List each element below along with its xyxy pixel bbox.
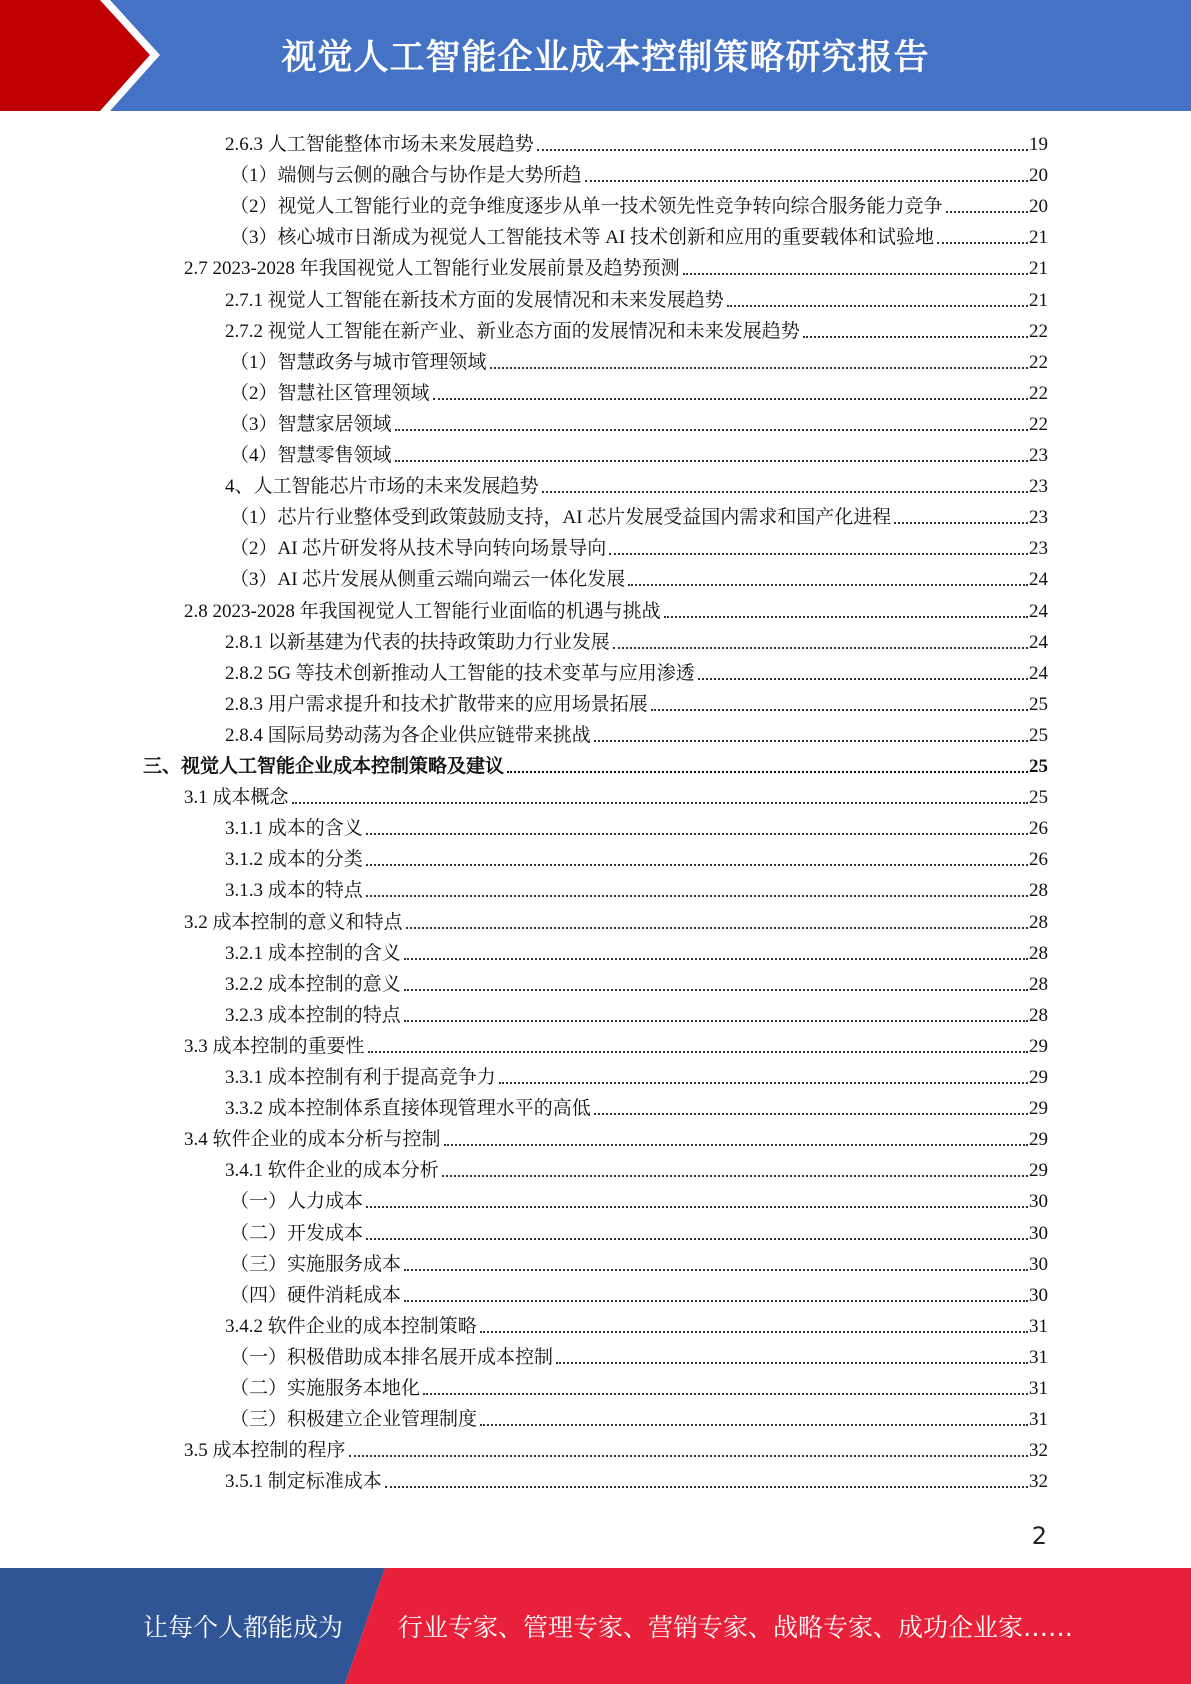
toc-entry-page: 29 <box>1029 1035 1048 1057</box>
toc-entry[interactable] <box>225 936 1048 967</box>
toc-dot-leader <box>542 491 1028 493</box>
toc-entry-label: 3.3.1 成本控制有利于提高竞争力 <box>225 1067 496 1088</box>
toc-entry-label: 3.2.3 成本控制的特点 <box>225 1004 401 1026</box>
toc-entry-page: 31 <box>1029 1409 1048 1431</box>
toc-dot-leader <box>628 584 1028 586</box>
toc-dot-leader <box>803 336 1028 338</box>
toc-entry[interactable] <box>230 562 1048 593</box>
toc-entry[interactable] <box>230 189 1048 220</box>
toc-entry-label: 2.8.4 国际局势动荡为各企业供应链带来挑战 <box>225 724 591 746</box>
toc-dot-leader <box>894 522 1028 524</box>
toc-entry-label: （4）智慧零售领域 <box>230 445 392 466</box>
toc-entry[interactable] <box>230 438 1048 469</box>
toc-entry-label: （三）实施服务成本 <box>230 1253 402 1275</box>
toc-dot-leader <box>385 1486 1028 1488</box>
toc-entry-label: 2.8.2 5G 等技术创新推动人工智能的技术变革与应用渗透 <box>225 662 695 684</box>
toc-entry-label: 2.7.1 视觉人工智能在新技术方面的发展情况和未来发展趋势 <box>225 289 724 311</box>
toc-entry-label: 3.2.2 成本控制的意义 <box>225 973 401 995</box>
toc-entry-page: 22 <box>1029 413 1048 435</box>
toc-entry[interactable] <box>230 500 1048 531</box>
toc-dot-leader <box>366 833 1028 835</box>
toc-dot-leader <box>404 958 1028 960</box>
toc-entry-page: 28 <box>1029 880 1048 902</box>
toc-entry[interactable] <box>184 594 1048 625</box>
toc-entry-page: 23 <box>1029 476 1048 498</box>
toc-entry-page: 32 <box>1029 1440 1048 1462</box>
toc-entry-page: 29 <box>1029 1098 1048 1120</box>
toc-entry-label: 3.4.1 软件企业的成本分析 <box>225 1160 439 1182</box>
toc-entry-label: 2.6.3 人工智能整体市场未来发展趋势 <box>225 134 534 155</box>
toc-entry-page: 28 <box>1029 1004 1048 1026</box>
toc-entry-page: 24 <box>1029 631 1048 653</box>
toc-dot-leader <box>404 1020 1028 1022</box>
toc-dot-leader <box>585 180 1028 182</box>
toc-entry[interactable] <box>225 873 1048 904</box>
toc-entry-label: 3.1.1 成本的含义 <box>225 818 363 840</box>
toc-entry-label: （四）硬件消耗成本 <box>230 1284 402 1306</box>
toc-entry-label: 2.8.1 以新基建为代表的扶持政策助力行业发展 <box>225 631 610 653</box>
toc-entry-page: 24 <box>1029 662 1048 684</box>
toc-dot-leader <box>423 1393 1028 1395</box>
toc-entry-label: （三）积极建立企业管理制度 <box>230 1409 478 1431</box>
toc-entry-label: （1）芯片行业整体受到政策鼓励支持，AI 芯片发展受益国内需求和国产化进程 <box>230 507 892 529</box>
toc-dot-leader <box>664 616 1028 618</box>
toc-entry[interactable] <box>225 314 1048 345</box>
toc-dot-leader <box>442 1175 1028 1177</box>
toc-entry-page: 29 <box>1029 1067 1048 1088</box>
toc-entry-page: 25 <box>1029 756 1048 777</box>
toc-dot-leader <box>368 1051 1028 1053</box>
toc-entry-label: 3.1 成本概念 <box>184 787 289 809</box>
report-title: 视觉人工智能企业成本控制策略研究报告 <box>281 38 930 78</box>
toc-entry-label: （2）视觉人工智能行业的竞争维度逐步从单一技术领先性竞争转向综合服务能力竞争 <box>230 196 943 218</box>
toc-dot-leader <box>433 398 1028 400</box>
toc-entry-page: 19 <box>1029 134 1048 155</box>
toc-entry-page: 21 <box>1029 289 1048 311</box>
toc-entry-page: 23 <box>1029 538 1048 560</box>
toc-entry[interactable] <box>184 251 1048 282</box>
toc-dot-leader <box>480 1424 1028 1426</box>
toc-entry-label: 3.3.2 成本控制体系直接体现管理水平的高低 <box>225 1098 591 1120</box>
toc-entry-page: 30 <box>1029 1191 1048 1213</box>
toc-entry-page: 22 <box>1029 382 1048 404</box>
toc-entry-label: 4、人工智能芯片市场的未来发展趋势 <box>225 476 539 498</box>
toc-entry[interactable] <box>225 1091 1048 1122</box>
toc-dot-leader <box>292 802 1028 804</box>
toc-entry-page: 26 <box>1029 849 1048 871</box>
toc-entry[interactable] <box>184 1122 1048 1153</box>
toc-entry[interactable] <box>230 531 1048 562</box>
toc-dot-leader <box>594 1113 1028 1115</box>
toc-entry-label: （2）智慧社区管理领域 <box>230 382 430 404</box>
toc-dot-leader <box>556 1362 1028 1364</box>
toc-entry-page: 32 <box>1029 1471 1048 1493</box>
toc-entry-label: （3）智慧家居领域 <box>230 413 392 435</box>
toc-entry-page: 24 <box>1029 569 1048 591</box>
toc-dot-leader <box>395 429 1028 431</box>
toc-dot-leader <box>349 1455 1028 1457</box>
toc-entry[interactable] <box>230 220 1048 251</box>
toc-entry[interactable] <box>225 469 1048 500</box>
toc-dot-leader <box>444 1144 1028 1146</box>
toc-entry-page: 20 <box>1029 165 1048 187</box>
toc-entry-page: 31 <box>1029 1315 1048 1337</box>
toc-entry[interactable] <box>230 407 1048 438</box>
toc-entry-label: 2.7 2023-2028 年我国视觉人工智能行业发展前景及趋势预测 <box>184 258 680 280</box>
toc-entry-page: 26 <box>1029 818 1048 840</box>
toc-entry[interactable] <box>225 283 1048 314</box>
toc-entry-label: （1）智慧政务与城市管理领域 <box>230 351 487 373</box>
report-header <box>0 0 1191 111</box>
toc-entry-page: 31 <box>1029 1346 1048 1368</box>
toc-dot-leader <box>366 864 1028 866</box>
toc-entry-label: 3.4 软件企业的成本分析与控制 <box>184 1129 441 1151</box>
toc-dot-leader <box>499 1082 1028 1084</box>
toc-entry-label: （二）开发成本 <box>230 1222 364 1244</box>
toc-entry[interactable] <box>230 345 1048 376</box>
toc-entry-page: 23 <box>1029 445 1048 466</box>
toc-entry[interactable] <box>230 1184 1048 1215</box>
toc-entry-label: （一）积极借助成本排名展开成本控制 <box>230 1346 554 1368</box>
toc-entry[interactable] <box>225 842 1048 873</box>
toc-entry-label: 3.5.1 制定标准成本 <box>225 1471 382 1493</box>
toc-entry-label: 3.2.1 成本控制的含义 <box>225 942 401 964</box>
toc-entry[interactable] <box>230 1247 1048 1278</box>
toc-dot-leader <box>366 1238 1028 1240</box>
toc-entry-label: （二）实施服务本地化 <box>230 1378 421 1399</box>
toc-entry[interactable] <box>225 625 1048 656</box>
toc-entry-label: 3.5 成本控制的程序 <box>184 1440 346 1462</box>
toc-entry-page: 21 <box>1029 258 1048 280</box>
toc-entry-page: 23 <box>1029 507 1048 529</box>
toc-entry-page: 30 <box>1029 1253 1048 1275</box>
toc-entry-page: 24 <box>1029 600 1048 622</box>
toc-entry[interactable] <box>230 158 1048 189</box>
page-number: 2 <box>1031 1522 1047 1550</box>
toc-entry-page: 28 <box>1029 942 1048 964</box>
toc-entry-page: 22 <box>1029 351 1048 373</box>
toc-entry[interactable] <box>225 811 1048 842</box>
toc-dot-leader <box>404 1269 1028 1271</box>
toc-entry-label: 3.3 成本控制的重要性 <box>184 1035 365 1057</box>
toc-dot-leader <box>404 989 1028 991</box>
toc-dot-leader <box>537 149 1028 151</box>
toc-dot-leader <box>683 273 1028 275</box>
toc-dot-leader <box>609 553 1028 555</box>
toc-entry-page: 25 <box>1029 724 1048 746</box>
toc-entry-label: （3）核心城市日渐成为视觉人工智能技术等 AI 技术创新和应用的重要载体和试验地 <box>230 227 935 249</box>
toc-entry-label: （2）AI 芯片研发将从技术导向转向场景导向 <box>230 538 607 560</box>
toc-entry-page: 30 <box>1029 1222 1048 1244</box>
toc-entry-label: 2.8 2023-2028 年我国视觉人工智能行业面临的机遇与挑战 <box>184 600 661 622</box>
toc-dot-leader <box>366 895 1028 897</box>
toc-entry-page: 31 <box>1029 1378 1048 1399</box>
toc-dot-leader <box>490 367 1028 369</box>
footer-slogan-right: 行业专家、管理专家、营销专家、战略专家、成功企业家…… <box>398 1613 1074 1642</box>
toc-dot-leader <box>366 1206 1028 1208</box>
toc-entry-label: 3.4.2 软件企业的成本控制策略 <box>225 1315 477 1337</box>
toc-entry-page: 28 <box>1029 973 1048 995</box>
toc-entry-label: 三、视觉人工智能企业成本控制策略及建议 <box>143 756 505 777</box>
toc-entry[interactable] <box>225 1464 1048 1495</box>
toc-entry-page: 25 <box>1029 693 1048 715</box>
footer-slogan-left: 让每个人都能成为 <box>143 1613 344 1642</box>
toc-entry[interactable] <box>225 967 1048 998</box>
toc-entry[interactable] <box>225 1309 1048 1340</box>
toc-entry-page: 20 <box>1029 196 1048 218</box>
toc-entry[interactable] <box>230 1402 1048 1433</box>
toc-dot-leader <box>404 1300 1028 1302</box>
toc-entry-label: 3.2 成本控制的意义和特点 <box>184 911 403 933</box>
toc-entry[interactable] <box>225 998 1048 1029</box>
toc-entry-page: 22 <box>1029 320 1048 342</box>
toc-entry[interactable] <box>225 127 1048 158</box>
toc-dot-leader <box>507 771 1028 773</box>
toc-dot-leader <box>406 927 1028 929</box>
toc-dot-leader <box>698 678 1028 680</box>
toc-entry-label: 3.1.2 成本的分类 <box>225 849 363 871</box>
toc-dot-leader <box>594 740 1028 742</box>
toc-entry[interactable] <box>143 749 1048 780</box>
toc-entry-page: 28 <box>1029 911 1048 933</box>
toc-entry-page: 21 <box>1029 227 1048 249</box>
toc-entry[interactable] <box>230 1371 1048 1402</box>
toc-entry[interactable] <box>225 1060 1048 1091</box>
toc-entry[interactable] <box>184 780 1048 811</box>
toc-entry[interactable] <box>230 1340 1048 1371</box>
toc-entry-label: （一）人力成本 <box>230 1191 364 1213</box>
toc-entry-label: （1）端侧与云侧的融合与协作是大势所趋 <box>230 165 582 187</box>
toc-entry[interactable] <box>230 1216 1048 1247</box>
toc-dot-leader <box>651 709 1028 711</box>
toc-entry-page: 30 <box>1029 1284 1048 1306</box>
toc-entry-page: 29 <box>1029 1129 1048 1151</box>
toc-entry[interactable] <box>225 718 1048 749</box>
toc-dot-leader <box>937 242 1028 244</box>
toc-entry[interactable] <box>225 1153 1048 1184</box>
toc-entry-label: 2.8.3 用户需求提升和技术扩散带来的应用场景拓展 <box>225 693 648 715</box>
toc-entry[interactable] <box>225 656 1048 687</box>
toc-dot-leader <box>395 460 1028 462</box>
toc-entry-label: 2.7.2 视觉人工智能在新产业、新业态方面的发展情况和未来发展趋势 <box>225 320 800 342</box>
toc-entry[interactable] <box>184 1029 1048 1060</box>
toc-entry[interactable] <box>184 905 1048 936</box>
toc-dot-leader <box>613 647 1028 649</box>
toc-entry-page: 25 <box>1029 787 1048 809</box>
footer-banner <box>0 1568 1191 1684</box>
toc-entry[interactable] <box>230 1278 1048 1309</box>
toc-entry-label: 3.1.3 成本的特点 <box>225 880 363 902</box>
toc-entry-page: 29 <box>1029 1160 1048 1182</box>
toc-dot-leader <box>727 305 1028 307</box>
toc-entry[interactable] <box>225 687 1048 718</box>
toc-entry[interactable] <box>230 376 1048 407</box>
toc-dot-leader <box>480 1331 1028 1333</box>
toc-dot-leader <box>946 211 1028 213</box>
toc-entry[interactable] <box>184 1433 1048 1464</box>
toc-entry-label: （3）AI 芯片发展从侧重云端向端云一体化发展 <box>230 569 626 591</box>
